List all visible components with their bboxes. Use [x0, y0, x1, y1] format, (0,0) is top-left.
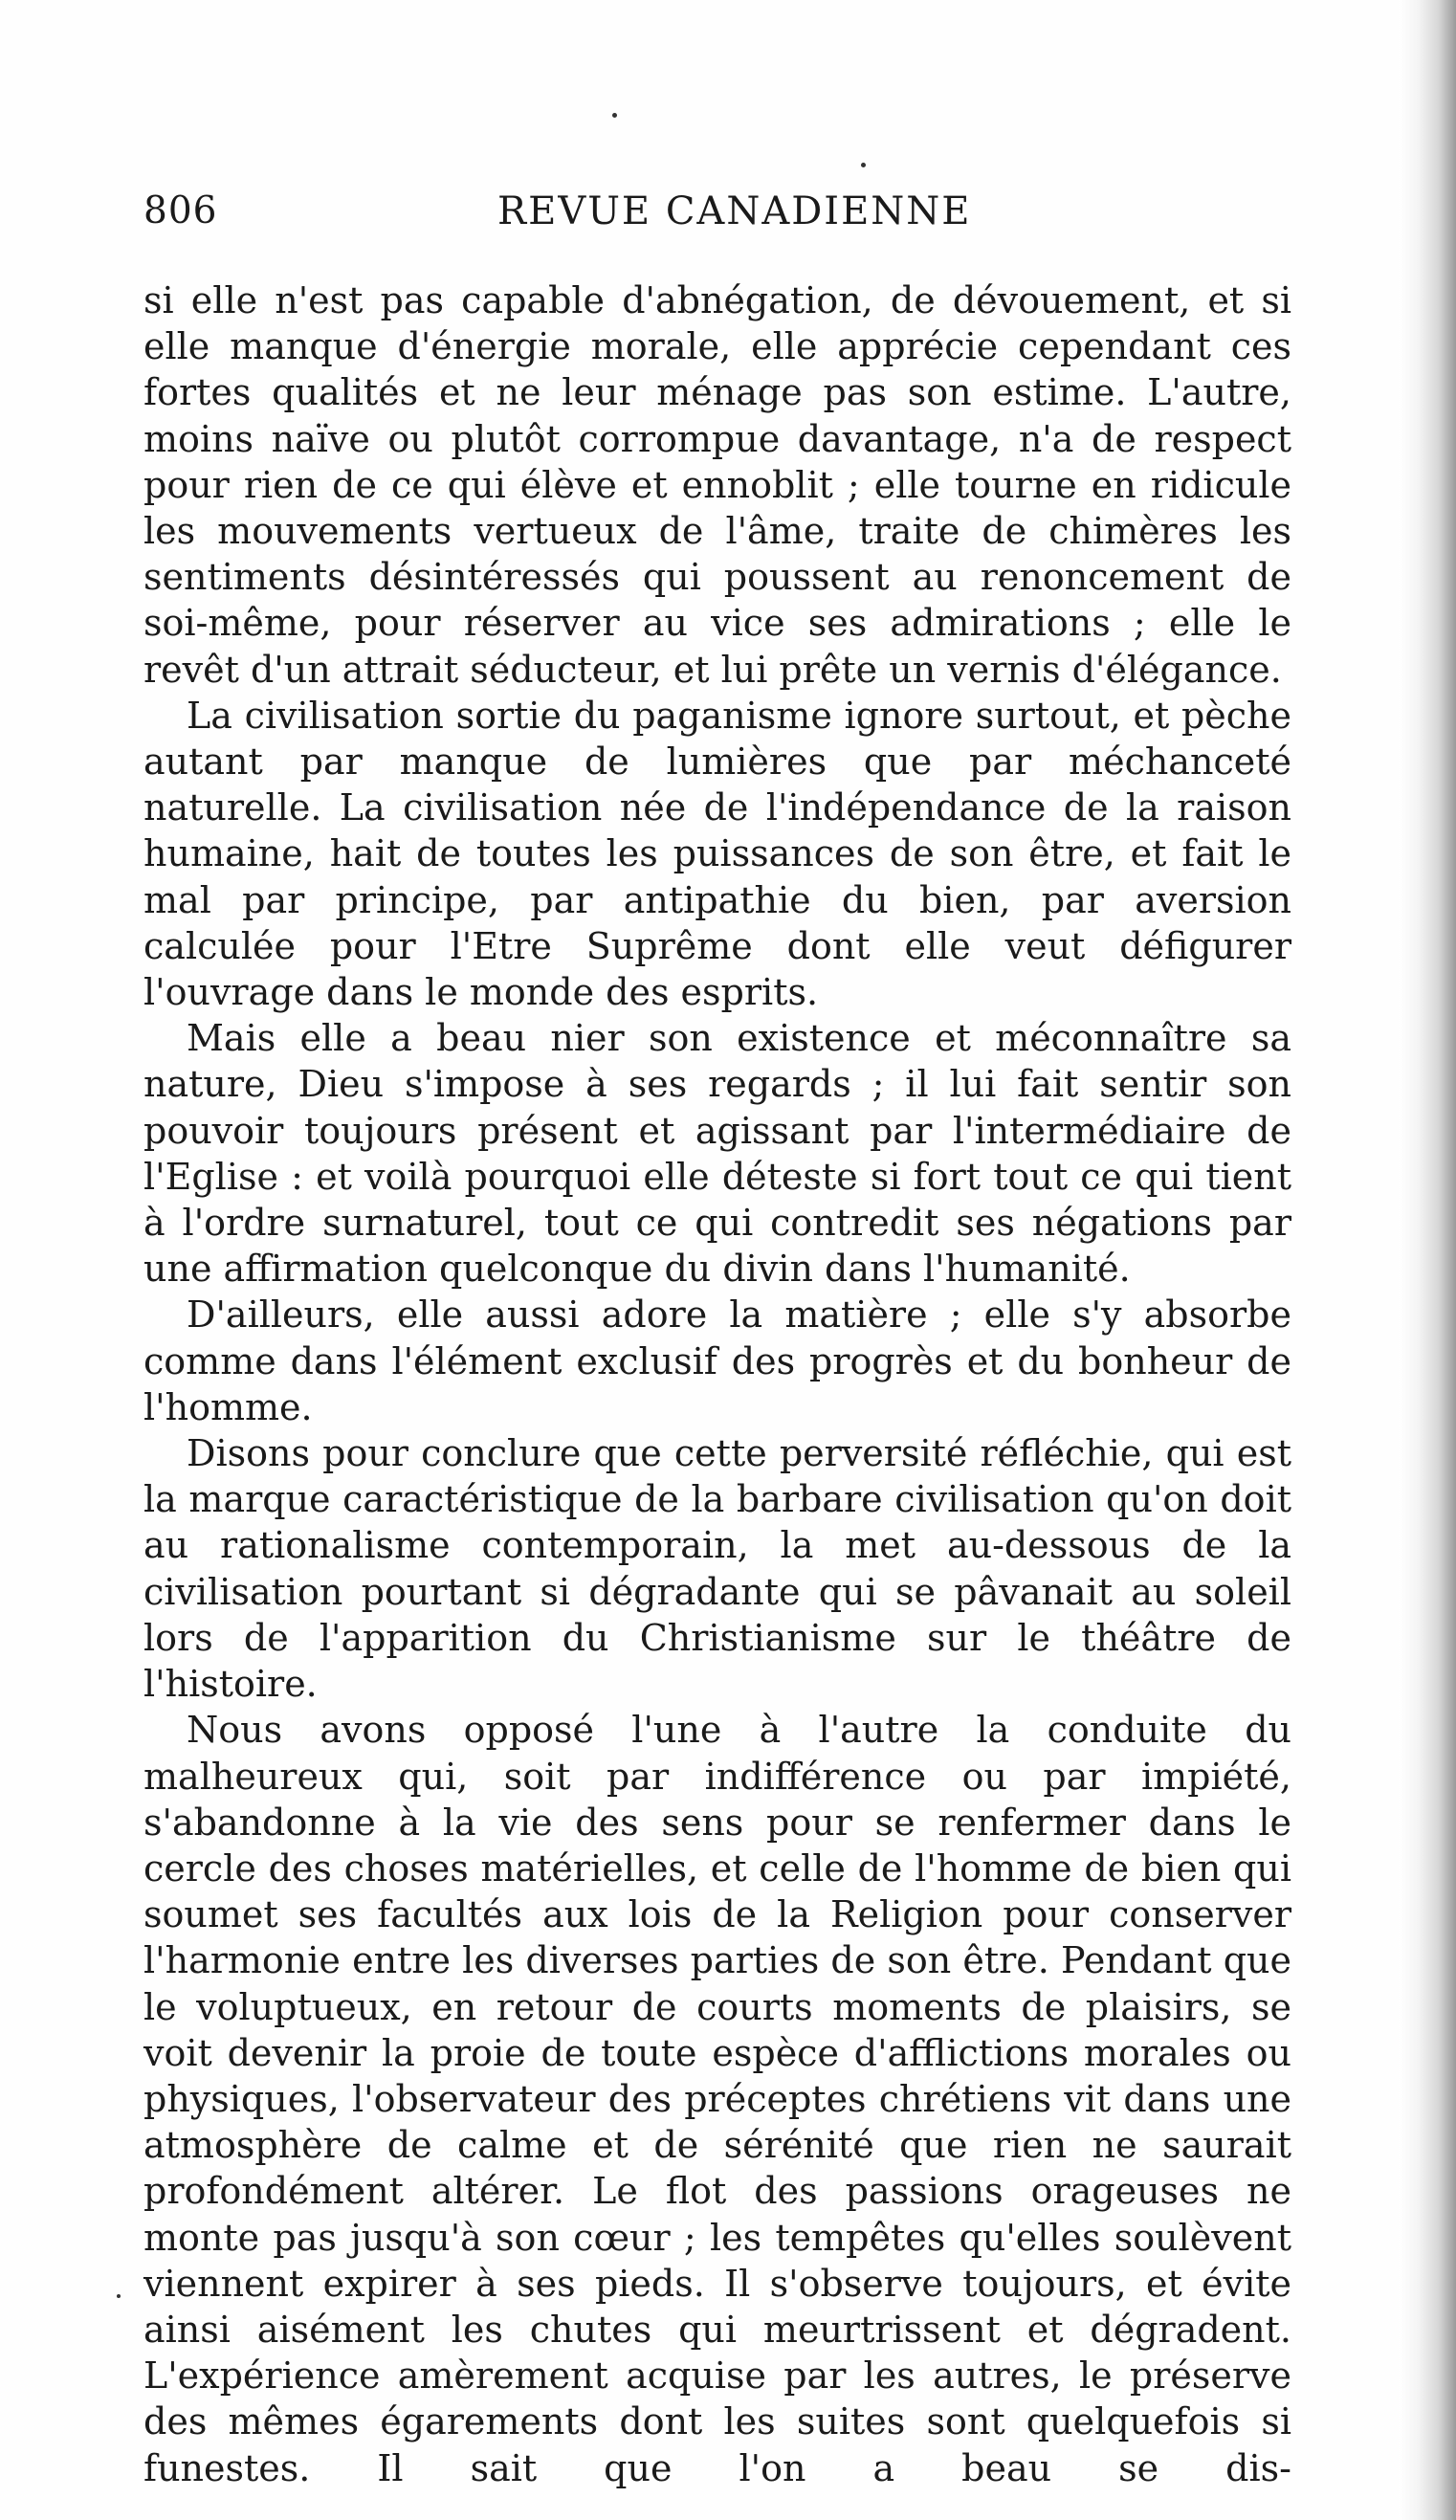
page-spine-edge [1399, 0, 1456, 2520]
ink-speck [117, 2294, 121, 2298]
paragraph-5: Disons pour conclure que cette perversité réfléchie, qui est la marque caractéristique de la barbare civilisation qu'on doit au rationalisme contemporain, la met au-dessous de la civilisation pourtant si dégradante qui se pâvanait au soleil lors de l'apparition du Christianisme sur le théâtre de l'histoire. [143, 1432, 1291, 1706]
ink-speck [861, 163, 866, 167]
paragraph-2: La civilisation sortie du paganisme ignore surtout, et pèche autant par manque de lumières que par méchanceté naturelle. La civilisation née de l'indépendance de la raison humaine, hait de toutes les puissances de son être, et fait le mal par principe, par antipathie du bien, par aversion calculée pour l'Etre Suprême dont elle veut défigurer l'ouvrage dans le monde des esprits. [143, 694, 1291, 1014]
running-head: REVUE CANADIENNE [497, 189, 972, 233]
paragraph-3: Mais elle a beau nier son existence et méconnaître sa nature, Dieu s'impose à ses regards ; il lui fait sentir son pouvoir toujours présent et agissant par l'intermédiaire de l'Eglise : et voilà pourquoi elle déteste si fort tout ce qui tient à l'ordre surnaturel, tout ce qui contredit ses négations par une affirmation quelconque du divin dans l'humanité. [143, 1017, 1291, 1291]
paragraph-4: D'ailleurs, elle aussi adore la matière ; elle s'y absorbe comme dans l'élément exclusif des progrès et du bonheur de l'homme. [143, 1293, 1291, 1428]
page-number: 806 [143, 189, 218, 232]
ink-speck [612, 113, 617, 118]
body-text [143, 277, 1291, 2491]
paragraph-1: si elle n'est pas capable d'abnégation, de dévouement, et si elle manque d'énergie morale, elle apprécie cependant ces fortes qualités et ne leur ménage pas son estime. L'autre, moins naïve ou plutôt corrompue davantage, n'a de respect pour rien de ce qui élève et ennoblit ; elle tourne en ridicule les mouvements vertueux de l'âme, traite de chimères les sentiments désintéressés qui poussent au renoncement de soi-même, pour réserver au vice ses admirations ; elle le revêt d'un attrait séducteur, et lui prête un vernis d'élégance. [143, 279, 1291, 691]
page-header [143, 189, 1291, 245]
paragraph-6: Nous avons opposé l'une à l'autre la conduite du malheureux qui, soit par indifférence ou par impiété, s'abandonne à la vie des sens pour se renfermer dans le cercle des choses matérielles, et celle de l'homme de bien qui soumet ses facultés aux lois de la Religion pour conserver l'harmonie entre les diverses parties de son être. Pendant que le voluptueux, en retour de courts moments de plaisirs, se voit devenir la proie de toute espèce d'afflictions morales ou physiques, l'observateur des préceptes chrétiens vit dans une atmosphère de calme et de sérénité que rien ne saurait profondément altérer. Le flot des passions orageuses ne monte pas jusqu'à son cœur ; les tempêtes qu'elles soulèvent viennent expirer à ses pieds. Il s'observe toujours, et évite ainsi aisément les chutes qui meurtrissent et dégradent. L'expérience amèrement acquise par les autres, le préserve des mêmes égarements dont les suites sont quelquefois si funestes. Il sait que l'on a beau se dis- [143, 1709, 1291, 2489]
